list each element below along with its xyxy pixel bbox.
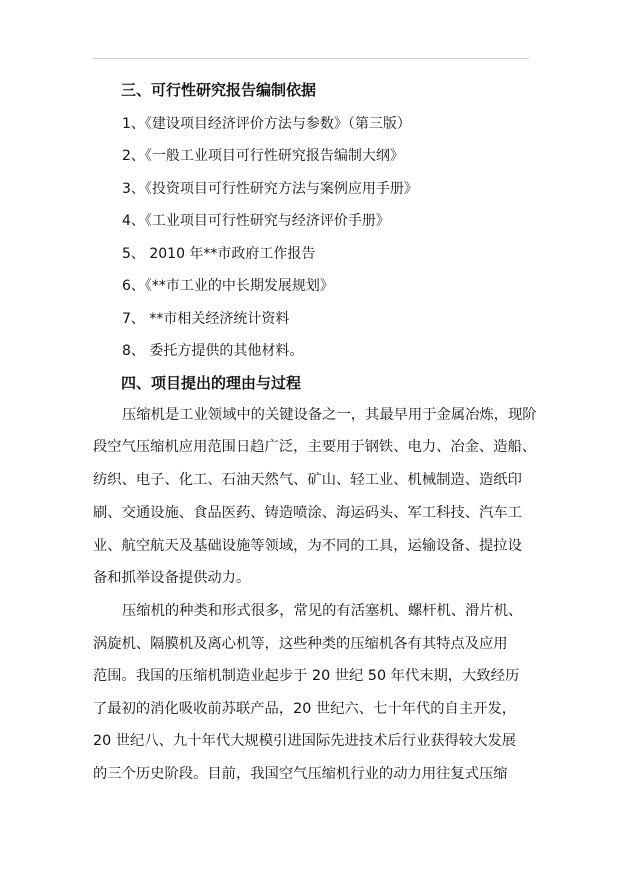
paragraph-2-line: 了最初的消化吸收前苏联产品，20 世纪六、七十年代的自主开发， <box>93 701 517 717</box>
reference-item: 7、 **市相关经济统计资料 <box>122 311 290 327</box>
paragraph-1-line: 业、航空航天及基础设施等领域，为不同的工具，运输设备、提拉设 <box>93 538 522 554</box>
paragraph-2-line: 20 世纪八、九十年代大规模引进国际先进技术后行业获得较大发展 <box>93 733 517 749</box>
reference-item: 8、 委托方提供的其他材料。 <box>122 343 304 359</box>
reference-item: 3、《投资项目可行性研究方法与案例应用手册》 <box>122 181 418 197</box>
paragraph-2-line: 涡旋机、隔膜机及离心机等，这些种类的压缩机各有其特点及应用 <box>93 636 508 652</box>
paragraph-2-line: 的三个历史阶段。目前，我国空气压缩机行业的动力用往复式压缩 <box>93 766 508 782</box>
paragraph-2-line: 压缩机的种类和形式很多，常见的有活塞机、螺杆机、滑片机、 <box>122 603 523 619</box>
header-rule <box>93 58 529 59</box>
paragraph-1-line: 纺织、电子、化工、石油天然气、矿山、轻工业、机械制造、造纸印 <box>93 472 522 488</box>
reference-item: 2、《一般工业项目可行性研究报告编制大纲》 <box>122 148 404 164</box>
paragraph-1-line: 压缩机是工业领域中的关键设备之一，其最早用于金属冶炼，现阶 <box>122 407 537 423</box>
reference-item: 1、《建设项目经济评价方法与参数》（第三版） <box>122 116 411 132</box>
paragraph-2-line: 范围。我国的压缩机制造业起步于 20 世纪 50 年代末期，大致经历 <box>93 668 520 684</box>
reference-item: 5、 2010 年**市政府工作报告 <box>122 246 316 262</box>
section-4-heading: 四、项目提出的理由与过程 <box>121 374 302 392</box>
section-3-heading: 三、可行性研究报告编制依据 <box>121 81 317 99</box>
paragraph-1-line: 刷、交通设施、食品医药、铸造喷涂、海运码头、军工科技、汽车工 <box>93 505 522 521</box>
reference-item: 6、《**市工业的中长期发展规划》 <box>122 278 334 294</box>
paragraph-1-line: 备和抓举设备提供动力。 <box>93 570 251 586</box>
reference-item: 4、《工业项目可行性研究与经济评价手册》 <box>122 213 390 229</box>
paragraph-1-line: 段空气压缩机应用范围日趋广泛，主要用于钢铁、电力、冶金、造船、 <box>93 439 537 455</box>
